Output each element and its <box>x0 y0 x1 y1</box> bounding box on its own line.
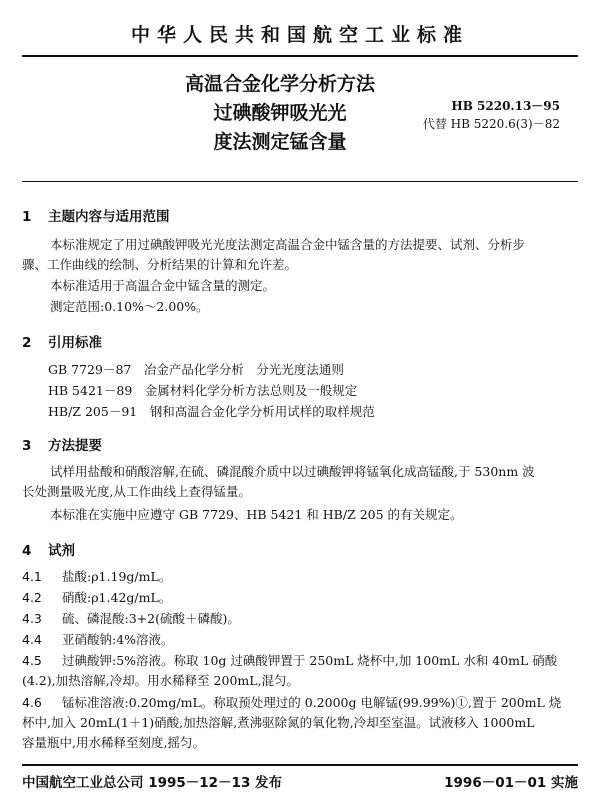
section-3-heading <box>22 434 102 454</box>
section-title: 方法提要 <box>48 438 102 454</box>
section-number: 3 <box>22 438 32 454</box>
effective-date: 1996－01－01 实施 <box>444 775 578 791</box>
reagent-item <box>22 651 578 691</box>
section-number: 2 <box>22 335 32 351</box>
item-number: 4.5 <box>22 653 42 668</box>
section-title: 引用标准 <box>48 335 102 351</box>
section-number: 4 <box>22 543 32 559</box>
standard-header: 中华人民共和国航空工业标准 <box>130 24 469 46</box>
section-3-para-1 <box>22 462 578 502</box>
item-text-continued: 容量瓶中,用水稀释至刻度,摇匀。 <box>22 735 205 750</box>
title-line-1: 高温合金化学分析方法 <box>184 73 375 95</box>
standard-code: HB 5220.13－95 <box>451 99 560 113</box>
item-number: 4.6 <box>22 695 42 710</box>
reagent-item <box>22 693 578 753</box>
section-title: 主题内容与适用范围 <box>48 209 170 225</box>
section-1-para-2: 本标准适用于高温合金中锰含量的测定。 <box>50 278 276 293</box>
reagent-item <box>22 588 578 608</box>
item-number: 4.1 <box>22 569 42 584</box>
header-divider <box>22 55 578 57</box>
section-1-para-3: 测定范围:0.10%～2.00%。 <box>50 299 209 314</box>
reference-item: GB 7729－87 冶金产品化学分析 分光光度法通则 <box>48 362 344 377</box>
standard-code-block <box>423 97 560 133</box>
title-line-2: 过碘酸钾吸光光 <box>213 102 347 124</box>
item-text: 亚硝酸钠:4%溶液。 <box>62 632 174 647</box>
item-text: 锰标准溶液:0.20mg/mL。称取预处理过的 0.2000g 电解锰(99.99%)①,置于 200mL 烧 <box>62 695 562 710</box>
text-line: 长处测量吸光度,从工作曲线上查得锰量。 <box>22 484 251 499</box>
reagent-item <box>22 630 578 650</box>
document-title <box>150 70 410 157</box>
section-1-para-1 <box>22 235 578 275</box>
title-divider <box>22 181 578 182</box>
text-line: 骤、工作曲线的绘制、分析结果的计算和允许差。 <box>22 257 298 272</box>
text-line: 试样用盐酸和硝酸溶解,在硫、磷混酸介质中以过碘酸钾将锰氧化成高锰酸,于 530nm 波 <box>50 464 535 479</box>
reagent-item <box>22 609 578 629</box>
item-text: 过碘酸钾:5%溶液。称取 10g 过碘酸钾置于 250mL 烧杯中,加 100mL 水和 40mL 硝酸 <box>62 653 558 668</box>
item-text: 硫、磷混酸:3+2(硫酸＋磷酸)。 <box>62 611 240 626</box>
section-4-heading <box>22 539 75 559</box>
reference-item: HB 5421－89 金属材料化学分析方法总则及一般规定 <box>48 383 358 398</box>
section-2-heading <box>22 331 102 351</box>
reagent-item <box>22 567 578 587</box>
section-title: 试剂 <box>48 543 75 559</box>
replaces-code: 代替 HB 5220.6(3)－82 <box>422 117 560 131</box>
item-text-continued: 杯中,加入 20mL(1＋1)硝酸,加热溶解,煮沸驱除氮的氧化物,冷却至室温。试液移入 1000mL <box>22 715 535 730</box>
item-text: 硝酸:ρ1.42g/mL。 <box>62 590 172 605</box>
item-number: 4.4 <box>22 632 42 647</box>
item-number: 4.2 <box>22 590 42 605</box>
title-line-3: 度法测定锰含量 <box>213 131 347 153</box>
text-line: 本标准规定了用过碘酸钾吸光光度法测定高温合金中锰含量的方法提要、试剂、分析步 <box>50 237 526 252</box>
item-text-continued: (4.2),加热溶解,冷却。用水稀释至 200mL,混匀。 <box>22 673 300 688</box>
section-1-heading <box>22 205 170 225</box>
item-number: 4.3 <box>22 611 42 626</box>
reference-item: HB/Z 205－91 钢和高温合金化学分析用试样的取样规范 <box>48 404 375 419</box>
section-3-para-2: 本标准在实施中应遵守 GB 7729、HB 5421 和 HB/Z 205 的有关规定。 <box>50 507 463 522</box>
item-text: 盐酸:ρ1.19g/mL。 <box>62 569 172 584</box>
footer-divider <box>22 764 578 766</box>
issue-date: 中国航空工业总公司 1995－12－13 发布 <box>22 775 283 791</box>
section-number: 1 <box>22 209 32 225</box>
